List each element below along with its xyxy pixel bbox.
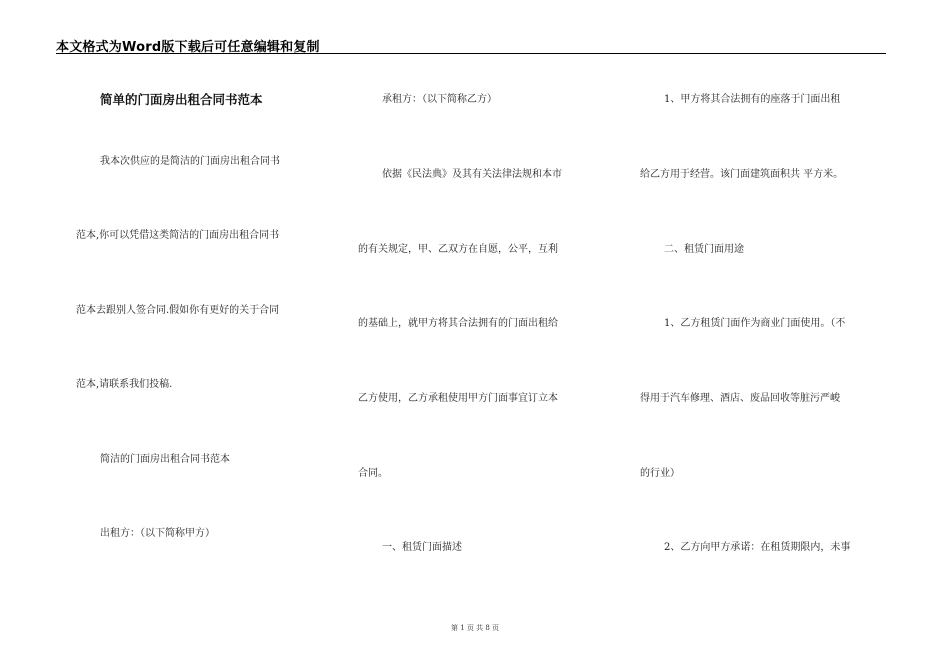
paragraph-line: 1、甲方将其合法拥有的座落于门面出租 bbox=[664, 94, 841, 105]
paragraph-line: 范本,你可以凭借这类简洁的门面房出租合同书 bbox=[76, 230, 280, 241]
paragraph-line: 简洁的门面房出租合同书范本 bbox=[100, 454, 230, 465]
paragraph-line: 我本次供应的是简洁的门面房出租合同书 bbox=[100, 156, 280, 167]
paragraph-line: 范本,请联系我们投稿. bbox=[76, 379, 173, 390]
paragraph-line: 的基础上，就甲方将其合法拥有的门面出租给 bbox=[358, 318, 558, 329]
paragraph-line: 给乙方用于经营。该门面建筑面积共 平方米。 bbox=[640, 169, 844, 180]
paragraph-line: 依据《民法典》及其有关法律法规和本市 bbox=[382, 169, 562, 180]
paragraph-line: 乙方使用，乙方承租使用甲方门面事宜订立本 bbox=[358, 393, 558, 404]
page-number-footer: 第 1 页 共 8 页 bbox=[450, 624, 500, 632]
document-header-title: 本文格式为Word版下载后可任意编辑和复制 bbox=[56, 40, 320, 55]
paragraph-line: 1、乙方租赁门面作为商业门面使用。（不 bbox=[664, 318, 846, 329]
paragraph-line: 范本去跟别人签合同.假如你有更好的关于合同 bbox=[76, 305, 280, 316]
section-heading: 一、租赁门面描述 bbox=[382, 542, 462, 553]
paragraph-line: 2、乙方向甲方承诺：在租赁期限内，未事 bbox=[664, 542, 851, 553]
paragraph-line: 合同。 bbox=[358, 468, 388, 479]
paragraph-line: 承租方：（以下简称乙方） bbox=[382, 94, 497, 105]
paragraph-line: 的行业） bbox=[640, 468, 680, 479]
paragraph-line: 的有关规定，甲、乙双方在自愿，公平，互利 bbox=[358, 244, 558, 255]
document-title: 简单的门面房出租合同书范本 bbox=[100, 92, 263, 107]
paragraph-line: 得用于汽车修理、酒店、废品回收等脏污严峻 bbox=[640, 393, 840, 404]
section-heading: 二、租赁门面用途 bbox=[664, 244, 744, 255]
text-column-1 bbox=[76, 0, 326, 620]
text-column-2 bbox=[358, 0, 608, 620]
text-column-3 bbox=[640, 0, 890, 620]
paragraph-line: 出租方：（以下简称甲方） bbox=[100, 528, 215, 539]
